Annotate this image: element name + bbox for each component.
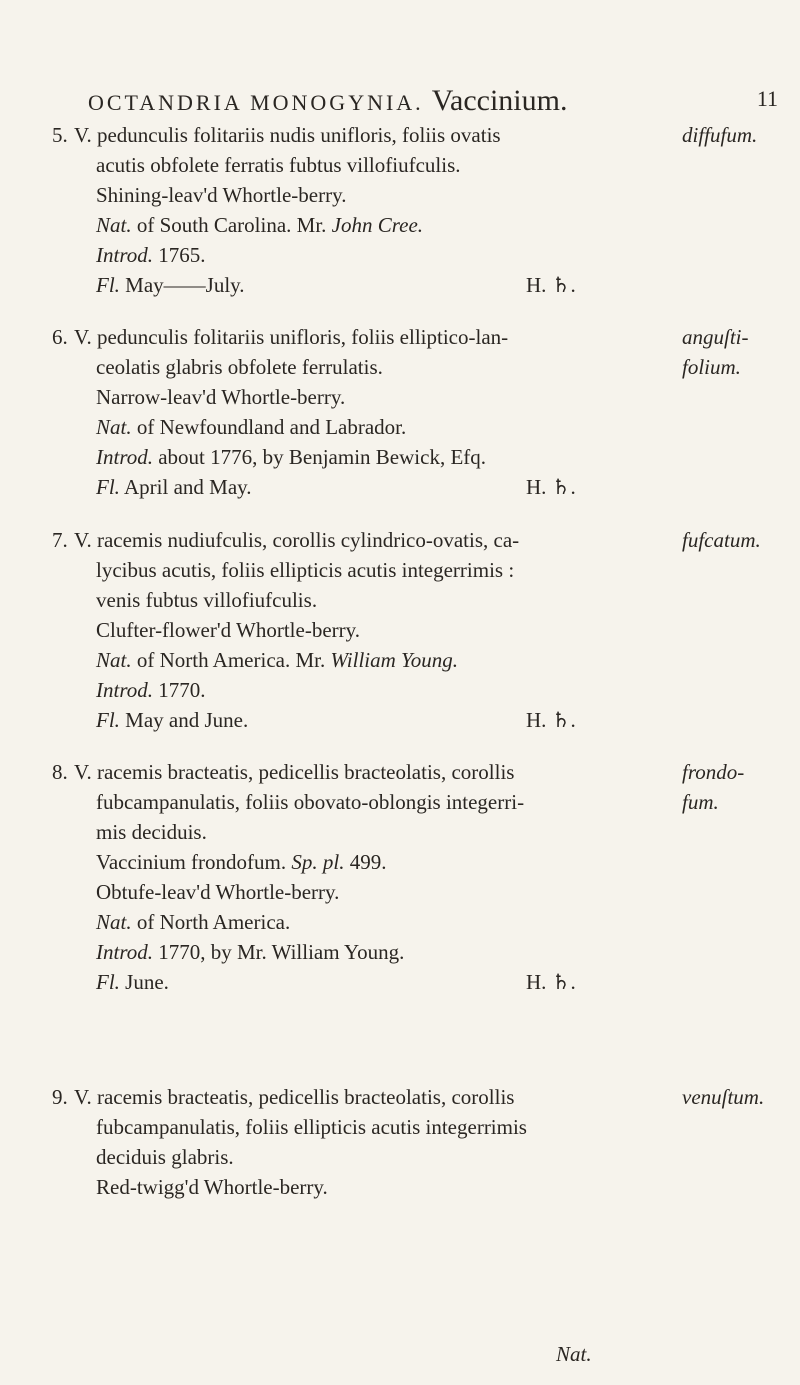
diagnosis: V. racemis nudiufculis, corollis cylindrico-ovatis, ca- lycibus acutis, foliis ellipticis acutis integerrimis : venis fubtus villofiufculis.	[74, 528, 520, 612]
common-name: Clufter-flower'd Whortle-berry.	[96, 618, 361, 642]
introduced-line: Introd. 1770.	[96, 678, 206, 702]
habit-symbol: H. ♄.	[526, 970, 576, 994]
native-line: Nat. of North America. Mr. William Young.	[96, 648, 459, 672]
species-entry-9	[52, 1082, 672, 1202]
habit-symbol: H. ♄.	[526, 708, 576, 732]
flowering-line: Fl. May and June. H. ♄.	[96, 705, 672, 735]
species-entry-8	[52, 757, 672, 997]
species-entry-6	[52, 322, 672, 502]
genus-title: Vaccinium.	[431, 84, 568, 117]
epithet-5: diffufum.	[682, 123, 758, 147]
entry-number: 8.	[52, 760, 68, 784]
native-line: Nat. of Newfoundland and Labrador.	[96, 415, 407, 439]
entry-number: 9.	[52, 1085, 68, 1109]
entry-number: 6.	[52, 325, 68, 349]
diagnosis: V. pedunculis folitariis nudis unifloris, foliis ovatis acutis obfolete ferratis fubtus villofiufculis.	[74, 123, 501, 177]
entry-number: 7.	[52, 528, 68, 552]
habit-symbol: H. ♄.	[526, 273, 576, 297]
running-title: OCTANDRIA MONOGYNIA. Vaccinium.	[88, 84, 568, 117]
introduced-line: Introd. 1770, by Mr. William Young.	[96, 940, 405, 964]
species-entry-7	[52, 525, 672, 735]
running-header	[88, 80, 778, 120]
flowering-line: Fl. April and May. H. ♄.	[96, 472, 672, 502]
common-name: Shining-leav'd Whortle-berry.	[96, 183, 347, 207]
diagnosis: V. racemis bracteatis, pedicellis bracteolatis, corollis fubcampanulatis, foliis ellipticis acutis integerrimis deciduis glabris.	[74, 1085, 527, 1169]
native-line: Nat. of South Carolina. Mr. John Cree.	[96, 213, 424, 237]
common-name: Narrow-leav'd Whortle-berry.	[96, 385, 346, 409]
native-line: Nat. of North America.	[96, 910, 291, 934]
diagnosis: V. pedunculis folitariis unifloris, foliis elliptico-lan- ceolatis glabris obfolete ferrulatis.	[74, 325, 509, 379]
page-number: 11	[756, 86, 778, 111]
flowering-line: Fl. June. H. ♄.	[96, 967, 672, 997]
epithet-6: anguſti- folium.	[682, 325, 749, 379]
entry-number: 5.	[52, 123, 68, 147]
diagnosis: V. racemis bracteatis, pedicellis bracteolatis, corollis fubcampanulatis, foliis obovato-oblongis integerri- mis deciduis.	[74, 760, 525, 844]
flowering-line: Fl. May——July. H. ♄.	[96, 270, 672, 300]
synonym-line: Vaccinium frondofum. Sp. pl. 499.	[96, 850, 387, 874]
introduced-line: Introd. about 1776, by Benjamin Bewick, Efq.	[96, 445, 487, 469]
epithet-8: frondo- fum.	[682, 760, 745, 814]
common-name: Red-twigg'd Whortle-berry.	[96, 1175, 328, 1199]
catchword: Nat.	[556, 1342, 592, 1366]
common-name: Obtufe-leav'd Whortle-berry.	[96, 880, 340, 904]
epithet-9: venuſtum.	[682, 1085, 765, 1109]
habit-symbol: H. ♄.	[526, 475, 576, 499]
introduced-line: Introd. 1765.	[96, 243, 206, 267]
epithet-7: fufcatum.	[682, 528, 761, 552]
species-entry-5	[52, 120, 672, 300]
